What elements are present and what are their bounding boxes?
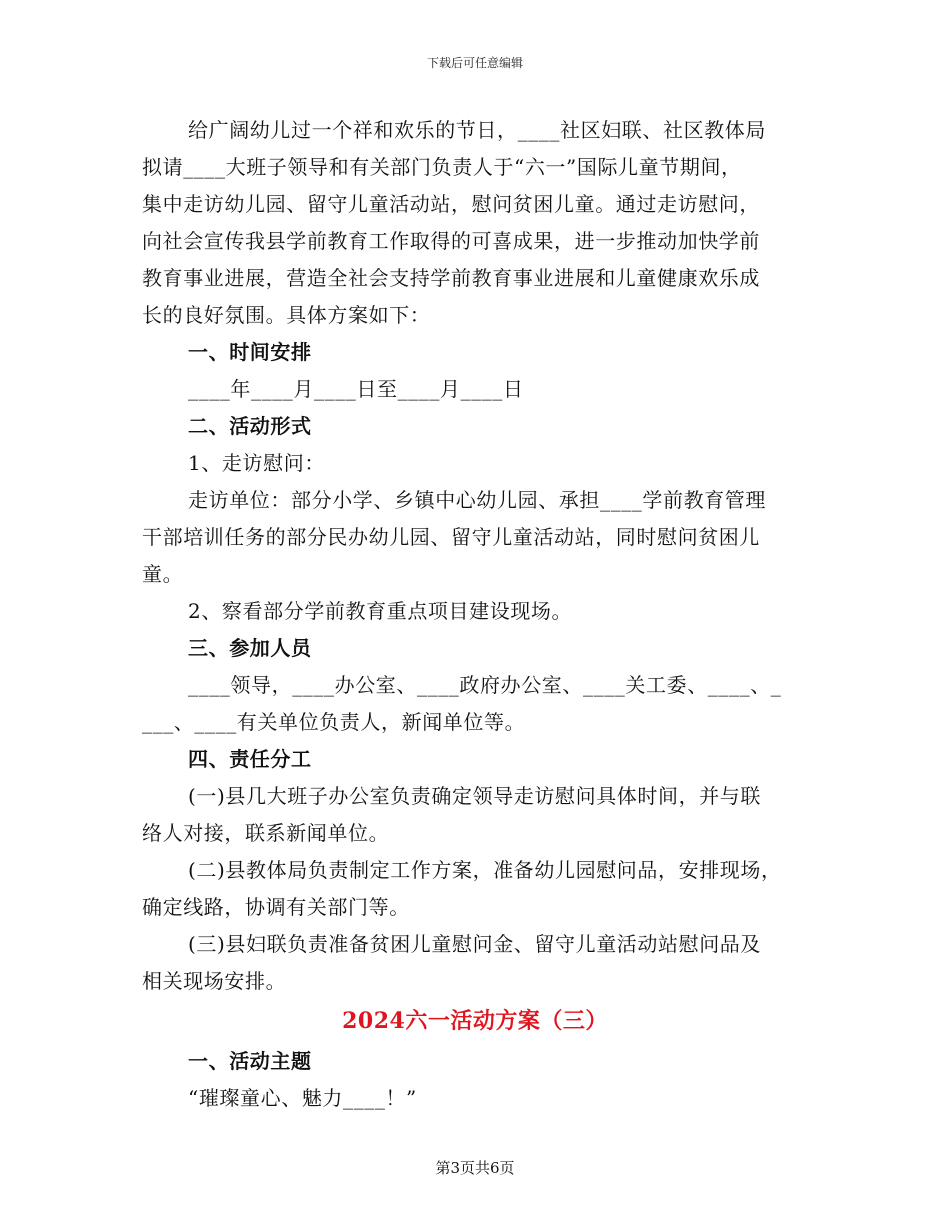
paragraph-line: ___、____有关单位负责人，新闻单位等。	[142, 710, 526, 734]
paragraph-line: 向社会宣传我县学前教育工作取得的可喜成果，进一步推动加快学前	[142, 229, 760, 253]
paragraph-line: 确定线路，协调有关部门等。	[142, 895, 410, 919]
paragraph-line: 络人对接，联系新闻单位。	[142, 821, 390, 845]
paragraph-line: 给广阔幼儿过一个祥和欢乐的节日，____社区妇联、社区教体局	[188, 118, 766, 142]
paragraph-line: 集中走访幼儿园、留守儿童活动站，慰问贫困儿童。通过走访慰问，	[142, 192, 760, 216]
section-heading: 二、活动形式	[188, 414, 312, 438]
paragraph-line: “璀璨童心、魅力____！”	[188, 1086, 417, 1110]
paragraph-line: 拟请____大班子领导和有关部门负责人于“六一”国际儿童节期间，	[142, 155, 742, 179]
document-section-title: 2024六一活动方案（三）	[342, 1008, 608, 1034]
section-heading: 三、参加人员	[188, 636, 312, 660]
page-footer: 第3页共6页	[435, 1159, 515, 1177]
paragraph-line: 干部培训任务的部分民办幼儿园、留守儿童活动站，同时慰问贫困儿	[142, 525, 760, 549]
paragraph-line: 长的良好氛围。具体方案如下：	[142, 303, 431, 327]
paragraph-line: (二)县教体局负责制定工作方案，准备幼儿园慰问品，安排现场，	[188, 858, 782, 882]
paragraph-line: 教育事业进展，营造全社会支持学前教育事业进展和儿童健康欢乐成	[142, 266, 760, 290]
page-header: 下载后可任意编辑	[426, 56, 523, 70]
paragraph-line: 相关现场安排。	[142, 969, 287, 993]
section-heading: 一、时间安排	[188, 340, 312, 364]
paragraph-line: (三)县妇联负责准备贫困儿童慰问金、留守儿童活动站慰问品及	[188, 932, 762, 956]
paragraph-line: 童。	[142, 562, 184, 586]
paragraph-line: ____领导，____办公室、____政府办公室、____关工委、____、_	[188, 673, 782, 697]
paragraph-line: 2、察看部分学前教育重点项目建设现场。	[188, 599, 573, 623]
paragraph-line: 走访单位：部分小学、乡镇中心幼儿园、承担____学前教育管理	[188, 488, 766, 512]
paragraph-line: (一)县几大班子办公室负责确定领导走访慰问具体时间，并与联	[188, 784, 762, 808]
paragraph-line: ____年____月____日至____月____日	[188, 377, 524, 401]
section-heading: 四、责任分工	[188, 747, 312, 771]
section-heading: 一、活动主题	[188, 1049, 312, 1073]
paragraph-line: 1、走访慰问：	[188, 451, 325, 475]
